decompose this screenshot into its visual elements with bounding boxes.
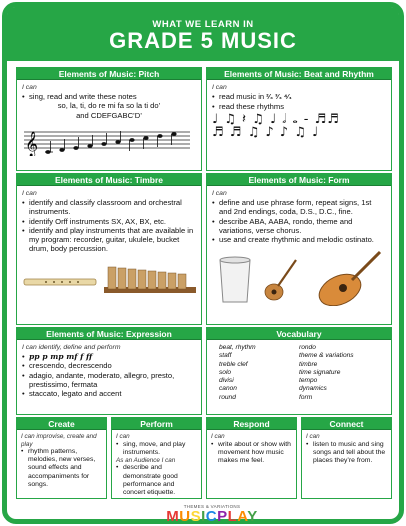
beat-ican: I can <box>212 84 227 91</box>
connect-item: • listen to music and sing songs and tell about the places they’re from. <box>306 441 387 466</box>
expression-ican: I can identify, define and perform <box>22 344 121 351</box>
form-panel <box>206 173 392 325</box>
respond-item: • write about or show with movement how music makes me feel. <box>211 441 292 466</box>
perform-ican: I can <box>116 433 130 440</box>
vocabulary-term: staff <box>219 352 232 360</box>
logo-letter: S <box>190 508 202 525</box>
bucket-ukulele-guitar-icon <box>212 246 388 306</box>
timbre-ican: I can <box>22 190 37 197</box>
form-item: • describe ABA, AABA, rondo, theme and variations, verse chorus. <box>212 217 386 235</box>
create-item: • rhythm patterns, melodies, new verses, sound effects and accompaniments for songs. <box>21 448 102 489</box>
vocabulary-term: divisi <box>219 377 234 385</box>
timbre-item: • identify and classify classroom and orchestral instruments. <box>22 198 196 216</box>
perform-audience-item: • describe and demonstrate good performance and concert etiquette. <box>116 464 197 497</box>
vocabulary-term: rondo <box>299 344 316 351</box>
logo-tagline: THEMES & VARIATIONS <box>183 504 241 509</box>
logo-letter: C <box>205 508 218 525</box>
dynamics-item <box>22 352 196 361</box>
form-item: • use and create rhythmic and melodic ostinato. <box>212 235 386 244</box>
create-ican: I can improvise, create and play <box>21 433 97 448</box>
pitch-solfege: so, la, ti, do re mi fa so la ti do’ <box>57 101 161 111</box>
create-heading: Create <box>17 418 106 430</box>
logo-letter: P <box>217 508 228 525</box>
vocabulary-term: tempo <box>299 377 318 385</box>
pitch-panel <box>16 67 202 171</box>
svg-text:𝄞: 𝄞 <box>25 131 39 156</box>
respond-ican: I can <box>211 433 225 440</box>
vocabulary-term: canon <box>219 385 237 393</box>
vocabulary-col-2 <box>299 344 379 402</box>
vocabulary-term: timbre <box>299 360 318 368</box>
vocabulary-term: solo <box>219 368 232 376</box>
perform-panel <box>111 417 202 499</box>
form-heading: Elements of Music: Form <box>207 174 391 186</box>
perform-audience-ican: As an Audience I can <box>116 456 176 464</box>
treble-staff-notes-icon <box>22 124 192 156</box>
connect-ican: I can <box>306 433 320 440</box>
respond-heading: Respond <box>207 418 296 430</box>
vocabulary-heading: Vocabulary <box>207 328 391 340</box>
beat-item <box>212 92 386 102</box>
page-subtitle: WHAT WE LEARN IN <box>152 19 254 30</box>
recorder-and-xylophone-icon <box>22 261 198 297</box>
logo-letter: L <box>227 508 238 525</box>
vocabulary-term: time signature <box>299 368 341 376</box>
logo-letter: M <box>166 508 180 525</box>
expression-item: • crescendo, decrescendo <box>22 361 196 370</box>
form-ican: I can <box>212 190 227 197</box>
vocabulary-panel <box>206 327 392 415</box>
beat-item-text: read music in <box>219 92 265 102</box>
vocabulary-term: beat, rhythm <box>219 344 256 351</box>
logo-letter: A <box>237 508 248 525</box>
vocabulary-term: dynamics <box>299 385 327 393</box>
rhythm-row-2-icon: ♬ ♬ ♫ ♪ ♪ ♫ ♩ <box>212 124 320 140</box>
timbre-item: • identify Orff instruments SX, AX, BX, etc. <box>22 217 196 226</box>
pitch-item: • sing, read and write these notes <box>22 92 196 101</box>
pitch-letters: and CDEFGABC’D’ <box>76 110 142 120</box>
form-item: • define and use phrase form, repeat signs, 1st and 2nd endings, coda, D.S., D.C., fine. <box>212 198 386 216</box>
vocabulary-term: theme & variations <box>299 352 354 360</box>
timbre-panel <box>16 173 202 325</box>
perform-heading: Perform <box>112 418 201 430</box>
dynamics-markings: pp p mp mf f ff <box>29 352 93 362</box>
expression-item: • adagio, andante, moderato, allegro, presto, prestissimo, fermata <box>22 371 196 389</box>
time-signatures-icon: ²⁄₄ ³⁄₄ ⁴⁄₄ <box>266 94 292 102</box>
vocabulary-term: round <box>219 393 236 401</box>
page-frame <box>2 2 404 524</box>
logo-name <box>157 509 267 524</box>
create-panel <box>16 417 107 499</box>
respond-panel <box>206 417 297 499</box>
beat-item: • read these rhythms <box>212 102 386 111</box>
connect-heading: Connect <box>302 418 391 430</box>
musicplay-logo <box>157 504 267 524</box>
perform-item: • sing, move, and play instruments. <box>116 441 197 457</box>
vocabulary-col-1 <box>219 344 299 402</box>
beat-panel <box>206 67 392 171</box>
page-header <box>7 7 399 61</box>
pitch-ican: I can <box>22 84 37 91</box>
logo-letter: U <box>179 508 191 525</box>
timbre-item: • identify and play instruments that are available in my program: recorder, guitar, ukulele, bucket drum, body percussion. <box>22 226 196 254</box>
beat-heading: Elements of Music: Beat and Rhythm <box>207 68 391 80</box>
expression-heading: Elements of Music: Expression <box>17 328 201 340</box>
timbre-heading: Elements of Music: Timbre <box>17 174 201 186</box>
expression-panel <box>16 327 202 415</box>
page-title: GRADE 5 MUSIC <box>109 28 297 53</box>
logo-letter: Y <box>247 508 258 525</box>
vocabulary-term: treble clef <box>219 360 248 368</box>
vocabulary-term: form <box>299 393 313 401</box>
pitch-heading: Elements of Music: Pitch <box>17 68 201 80</box>
logo-letter: I <box>201 508 206 525</box>
connect-panel <box>301 417 392 499</box>
expression-item: • staccato, legato and accent <box>22 389 196 398</box>
rhythm-row-1-icon: ♩ ♫ 𝄽 ♫ ♩ 𝅗𝅥 𝅝 ‐ ♬♬ <box>212 111 340 127</box>
